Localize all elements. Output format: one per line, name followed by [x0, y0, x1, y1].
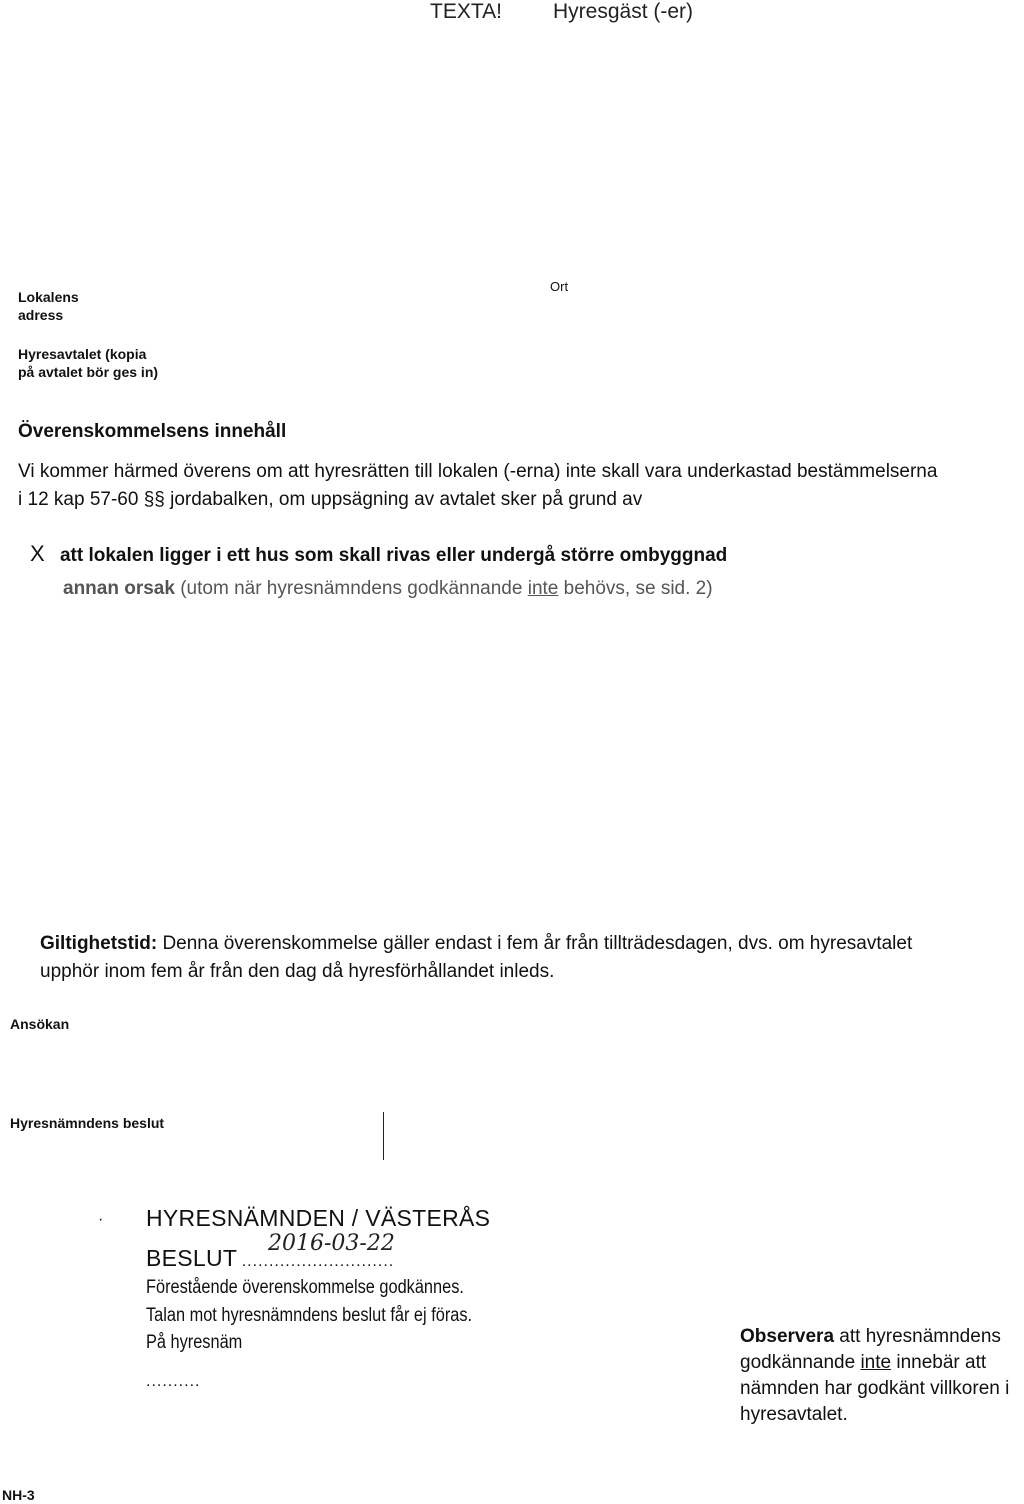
stamp-beslut: BESLUT ............................ — [146, 1245, 395, 1271]
stamp-line-3: På hyresnäm — [146, 1332, 243, 1353]
observe-note: Observera att hyresnämndens godkännande inte innebär att nämnden har godkänt villkoren i hyresavtalet. — [740, 1326, 1010, 1425]
option-other-reason: annan orsak (utom när hyresnämndens godkännande inte behövs, se sid. 2) — [63, 578, 713, 599]
agreement-intro: Vi kommer härmed överens om att hyresrätten till lokalen (-erna) inte skall vara underkastad bestämmelserna i 12 kap 57-60 §§ jordabalken, om uppsägning av avtalet sker på grund av — [18, 461, 938, 510]
form-code: NH-3 — [2, 1487, 35, 1503]
validity-text: Giltighetstid: Denna överenskommelse gäller endast i fem år från tillträdesdagen, dvs. om hyresavtalet upphör inom fem år från den dag då hyresförhållandet inleds. — [40, 933, 913, 982]
application-label: Ansökan — [10, 1016, 70, 1032]
stamp-title: HYRESNÄMNDEN / VÄSTERÅS — [146, 1205, 491, 1231]
stamp-dot: · — [98, 1211, 104, 1228]
checkbox-mark: X — [30, 541, 45, 566]
agreement-title: Överenskommelsens innehåll — [18, 421, 287, 442]
tenant-label: Hyresgäst (-er) — [553, 0, 694, 23]
option-demolition: X att lokalen ligger i ett hus som skall rivas eller undergå större ombyggnad — [30, 541, 728, 566]
lokal-address-label: Lokalens adress — [18, 289, 79, 323]
texta-label: TEXTA! — [430, 0, 502, 23]
ort-label: Ort — [550, 279, 569, 294]
bracket-line — [383, 1112, 384, 1160]
hyresavtal-label: Hyresavtalet (kopia på avtalet bör ges in) — [18, 346, 159, 380]
stamp-dots: .......... — [146, 1373, 201, 1390]
stamp-line-1: Förestående överenskommelse godkännes. — [146, 1277, 464, 1298]
handwritten-date: 2016-03-22 — [268, 1231, 395, 1256]
decision-label: Hyresnämndens beslut — [10, 1115, 165, 1131]
stamp-line-2: Talan mot hyresnämndens beslut får ej föras. — [146, 1305, 473, 1326]
